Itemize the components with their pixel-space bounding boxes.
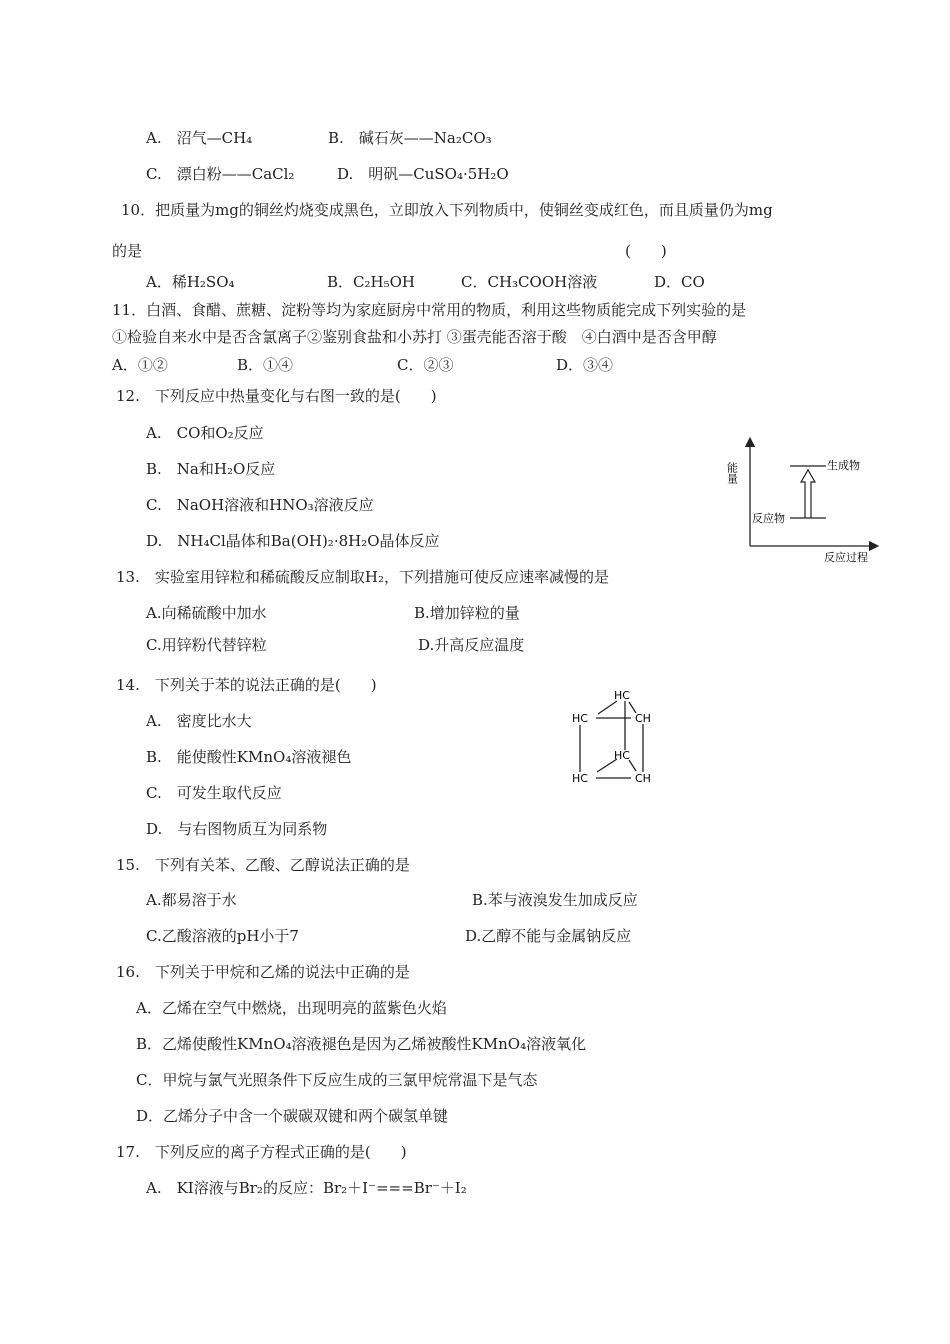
q16-stem: 16. 下列关于甲烷和乙烯的说法中正确的是 <box>116 963 410 981</box>
q11-option-a: A．①② <box>112 356 168 374</box>
q16-option-a: A．乙烯在空气中燃烧，出现明亮的蓝紫色火焰 <box>136 999 447 1017</box>
q16-option-d: D．乙烯分子中含一个碳碳双键和两个碳氢单键 <box>136 1107 449 1125</box>
atom-label: HC <box>614 689 630 702</box>
q14-option-a: A. 密度比水大 <box>146 712 252 730</box>
q14-option-c: C. 可发生取代反应 <box>146 784 282 802</box>
q11-option-c: C．②③ <box>397 356 454 374</box>
q14-option-b: B. 能使酸性KMnO₄溶液褪色 <box>146 748 352 766</box>
q10-answer-blank: ( ) <box>625 242 667 260</box>
q15-stem: 15. 下列有关苯、乙酸、乙醇说法正确的是 <box>116 856 410 874</box>
q13-stem: 13. 实验室用锌粒和稀硫酸反应制取H₂，下列措施可使反应速率减慢的是 <box>116 568 609 586</box>
q10-option-a: A．稀H₂SO₄ <box>146 273 235 291</box>
q10-stem: 10．把质量为mg的铜丝灼烧变成黑色，立即放入下列物质中，使铜丝变成红色，而且质量仍为mg <box>121 201 773 219</box>
q15-option-d: D.乙醇不能与金属钠反应 <box>465 927 632 945</box>
x-axis-label: 反应过程 <box>824 551 868 564</box>
q13-option-b: B.增加锌粒的量 <box>414 604 520 622</box>
q17-stem: 17. 下列反应的离子方程式正确的是( ) <box>116 1143 407 1161</box>
q15-option-b: B.苯与液溴发生加成反应 <box>472 891 638 909</box>
reactant-label: 反应物 <box>752 512 785 525</box>
q16-option-c: C．甲烷与氯气光照条件下反应生成的三氯甲烷常温下是气态 <box>136 1071 538 1089</box>
atom-label: HC <box>614 749 630 762</box>
energy-up-arrow <box>801 470 815 518</box>
q13-option-c: C.用锌粉代替锌粒 <box>146 636 267 654</box>
q11-stem: 11．白酒、食醋、蔗糖、淀粉等均为家庭厨房中常用的物质，利用这些物质能完成下列实验的是 <box>112 301 747 319</box>
q13-option-a: A.向稀硫酸中加水 <box>146 604 267 622</box>
energy-diagram <box>725 434 878 564</box>
q9-option-d: D. 明矾—CuSO₄·5H₂O <box>337 165 509 183</box>
q12-option-c: C. NaOH溶液和HNO₃溶液反应 <box>146 496 374 514</box>
q14-stem: 14. 下列关于苯的说法正确的是( ) <box>116 676 377 694</box>
q12-option-b: B. Na和H₂O反应 <box>146 460 276 478</box>
y-axis-label: 能量 <box>725 462 739 484</box>
atom-label: CH <box>635 712 651 725</box>
q11-option-d: D．③④ <box>556 356 614 374</box>
atom-label: HC <box>572 772 588 785</box>
q12-stem: 12. 下列反应中热量变化与右图一致的是( ) <box>116 387 437 405</box>
q17-option-a: A. KI溶液与Br₂的反应：Br₂＋I⁻===Br⁻＋I₂ <box>146 1179 467 1197</box>
q9-option-a: A. 沼气—CH₄ <box>146 129 253 147</box>
q16-option-b: B．乙烯使酸性KMnO₄溶液褪色是因为乙烯被酸性KMnO₄溶液氧化 <box>136 1035 587 1053</box>
q10-option-b: B．C₂H₅OH <box>327 273 415 291</box>
q15-option-c: C.乙酸溶液的pH小于7 <box>146 927 299 945</box>
atom-label: CH <box>635 772 651 785</box>
q12-option-a: A. CO和O₂反应 <box>146 424 264 442</box>
q11-option-b: B．①④ <box>237 356 294 374</box>
q13-option-d: D.升高反应温度 <box>418 636 525 654</box>
q10-stem-cont: 的是 <box>112 242 143 260</box>
q12-option-d: D. NH₄Cl晶体和Ba(OH)₂·8H₂O晶体反应 <box>146 532 440 550</box>
q10-option-d: D．CO <box>654 273 705 291</box>
q14-option-d: D. 与右图物质互为同系物 <box>146 820 328 838</box>
q15-option-a: A.都易溶于水 <box>146 891 237 909</box>
q9-option-c: C. 漂白粉——CaCl₂ <box>146 165 295 183</box>
product-label: 生成物 <box>827 459 860 472</box>
prismane-structure <box>566 684 666 794</box>
q9-option-b: B. 碱石灰——Na₂CO₃ <box>328 129 492 147</box>
q11-stem-cont: ①检验自来水中是否含氯离子②鉴别食盐和小苏打 ③蛋壳能否溶于酸 ④白酒中是否含甲醇 <box>112 328 717 346</box>
atom-label: HC <box>572 712 588 725</box>
q10-option-c: C．CH₃COOH溶液 <box>461 273 598 291</box>
